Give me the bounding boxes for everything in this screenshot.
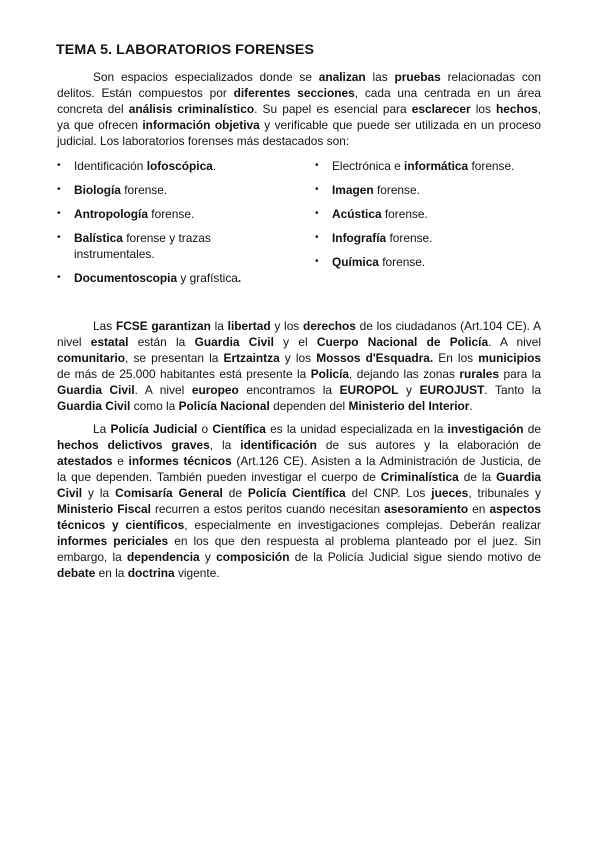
text-line: nivel estatal están la Guardia Civil y el Cuerpo Nacional de Policía. A nivel: [57, 335, 541, 349]
bullet-icon: •: [57, 232, 61, 243]
bold-term: análisis criminalístico: [128, 102, 255, 116]
list-item: [315, 230, 541, 246]
bold-term: Policía: [310, 367, 350, 381]
bold-term: identificación: [240, 438, 317, 452]
text-line: Son espacios especializados donde se analizan las pruebas relacionadas con: [93, 70, 541, 84]
bold-term: hechos: [496, 102, 538, 116]
text-line: técnicos y científicos, especialmente en investigaciones complejas. Deberán realizar: [57, 518, 541, 532]
bold-term: Policía Nacional: [178, 399, 270, 413]
list-item-text: Biología forense.: [74, 183, 168, 197]
list-item-text: Química forense.: [332, 255, 426, 269]
bullet-icon: •: [315, 232, 319, 243]
bold-term: Comisaría General: [115, 486, 223, 500]
bold-term: lofoscópica: [146, 159, 213, 173]
bold-term: rurales: [459, 367, 500, 381]
bold-term: informática: [404, 159, 469, 173]
text-line: Ministerio Fiscal recurren a estos peritos cuando necesitan asesoramiento en aspectos: [57, 502, 541, 516]
bold-term: informes periciales: [57, 534, 169, 548]
bold-term: Guardia: [496, 470, 541, 484]
text-line: atestados e informes técnicos (Art.126 CE). Asisten a la Administración de Justicia, de: [57, 454, 541, 468]
bold-term: Guardia Civil: [57, 399, 131, 413]
bold-term: EUROPOL: [339, 383, 399, 397]
bold-term: Cuerpo Nacional de Policía: [316, 335, 489, 349]
intro-paragraph: [57, 69, 541, 149]
text-line: debate en la doctrina vigente.: [57, 566, 220, 580]
list-item: [315, 158, 541, 174]
text-line: hechos delictivos graves, la identificación de sus autores y la elaboración de: [57, 438, 541, 452]
bold-term: asesoramiento: [384, 502, 469, 516]
list-item-text: Documentoscopia y grafística.: [74, 271, 242, 285]
list-item-text: Infografía forense.: [332, 231, 433, 245]
bold-term: Biología: [74, 183, 121, 197]
bullet-icon: •: [315, 208, 319, 219]
bold-term: Acústica: [332, 207, 382, 221]
list-item-text: instrumentales.: [74, 247, 155, 261]
laboratories-list-right: [315, 158, 541, 278]
bullet-icon: •: [315, 184, 319, 195]
bullet-icon: •: [57, 184, 61, 195]
bold-term: Mossos d'Esquadra.: [316, 351, 434, 365]
bullet-icon: •: [315, 160, 319, 171]
text-line: comunitario, se presentan la Ertzaintza y los Mossos d'Esquadra. En los municipios: [57, 351, 542, 365]
bold-term: diferentes secciones: [233, 86, 355, 100]
list-item: [315, 254, 541, 270]
text-line: concreta del análisis criminalístico. Su papel es esencial para esclarecer los hechos,: [57, 102, 541, 116]
list-item: [315, 206, 541, 222]
list-item: [315, 182, 541, 198]
bold-term: Balística: [74, 231, 123, 245]
bold-term: Científica: [212, 422, 266, 436]
text-line: Las FCSE garantizan la libertad y los derechos de los ciudadanos (Art.104 CE). A: [93, 319, 541, 333]
text-line: ya que ofrecen información objetiva y verificable que puede ser utilizada en un proceso: [57, 118, 541, 132]
bold-term: Criminalística: [380, 470, 459, 484]
bold-term: Guardia Civil: [194, 335, 274, 349]
bold-term: comunitario: [57, 351, 126, 365]
list-item-text: Identificación lofoscópica.: [74, 159, 217, 173]
bold-term: FCSE: [115, 319, 148, 333]
text-line: de más de 25.000 habitantes está presente la Policía, dejando las zonas rurales para la: [57, 367, 541, 381]
text-line: embargo, la dependencia y composición de la Policía Judicial sigue siendo motivo de: [57, 550, 541, 564]
bold-term: Documentoscopia: [74, 271, 178, 285]
bold-term: aspectos: [489, 502, 541, 516]
bold-term: esclarecer: [411, 102, 471, 116]
bold-term: municipios: [478, 351, 542, 365]
bold-term: analizan: [318, 70, 366, 84]
list-item-text: Electrónica e informática forense.: [332, 159, 515, 173]
bold-term: Antropología: [74, 207, 148, 221]
bold-term: Civil: [57, 486, 83, 500]
bold-term: Infografía: [332, 231, 387, 245]
bold-term: Química: [332, 255, 379, 269]
bold-term: derechos: [303, 319, 356, 333]
page-title: TEMA 5. LABORATORIOS FORENSES: [56, 42, 315, 58]
bold-term: Ministerio Fiscal: [57, 502, 151, 516]
bold-term: información objetiva: [142, 118, 260, 132]
text-line: informes periciales en los que den respuesta al problema planteado por el juez. Sin: [57, 534, 541, 548]
list-item: [57, 206, 277, 222]
bold-term: libertad: [227, 319, 271, 333]
bold-term: Policía Judicial: [110, 422, 198, 436]
text-line: judicial. Los laboratorios forenses más destacados son:: [57, 134, 350, 148]
bold-term: estatal: [90, 335, 129, 349]
bold-term: dependencia: [126, 550, 200, 564]
bold-term: garantizan: [151, 319, 211, 333]
text-line: La Policía Judicial o Científica es la unidad especializada en la investigación de: [93, 422, 541, 436]
text-line: delitos. Están compuestos por diferentes secciones, cada una centrada en un área: [57, 86, 541, 100]
text-line: Civil y la Comisaría General de Policía Científica del CNP. Los jueces, tribunales y: [57, 486, 541, 500]
bold-term: .: [237, 271, 242, 285]
bold-term: doctrina: [127, 566, 175, 580]
bold-term: informes técnicos: [128, 454, 232, 468]
bold-term: composición: [216, 550, 290, 564]
bold-term: jueces: [431, 486, 469, 500]
bold-term: Ministerio del Interior: [348, 399, 470, 413]
bold-term: Guardia Civil: [57, 383, 135, 397]
bullet-icon: •: [315, 256, 319, 267]
text-line: la que dependen. También pueden investigar el cuerpo de Criminalística de la Guardia: [57, 470, 541, 484]
text-line: Guardia Civil como la Policía Nacional dependen del Ministerio del Interior.: [57, 399, 473, 413]
laboratories-list: [57, 158, 541, 298]
list-item: [57, 158, 277, 174]
policia-judicial-paragraph: [57, 421, 541, 581]
bullet-icon: •: [57, 160, 61, 171]
bold-term: debate: [57, 566, 96, 580]
list-item: [57, 230, 277, 262]
laboratories-list-left: [57, 158, 277, 294]
bold-term: atestados: [57, 454, 113, 468]
list-item: [57, 270, 277, 286]
list-item-text: Antropología forense.: [74, 207, 195, 221]
bold-term: EUROJUST: [419, 383, 485, 397]
bold-term: Ertzaintza: [223, 351, 280, 365]
bullet-icon: •: [57, 208, 61, 219]
list-item: [57, 182, 277, 198]
fcse-paragraph: [57, 318, 541, 414]
list-item-text: Acústica forense.: [332, 207, 428, 221]
bold-term: Policía Científica: [247, 486, 346, 500]
bold-term: Imagen: [332, 183, 374, 197]
bold-term: investigación: [447, 422, 524, 436]
list-item-text: Imagen forense.: [332, 183, 420, 197]
bullet-icon: •: [57, 272, 61, 283]
bold-term: pruebas: [394, 70, 441, 84]
text-line: Guardia Civil. A nivel europeo encontramos la EUROPOL y EUROJUST. Tanto la: [57, 383, 541, 397]
bold-term: técnicos y científicos: [57, 518, 185, 532]
bold-term: hechos delictivos graves: [57, 438, 210, 452]
bold-term: europeo: [191, 383, 239, 397]
list-item-text: Balística forense y trazas: [74, 231, 211, 245]
